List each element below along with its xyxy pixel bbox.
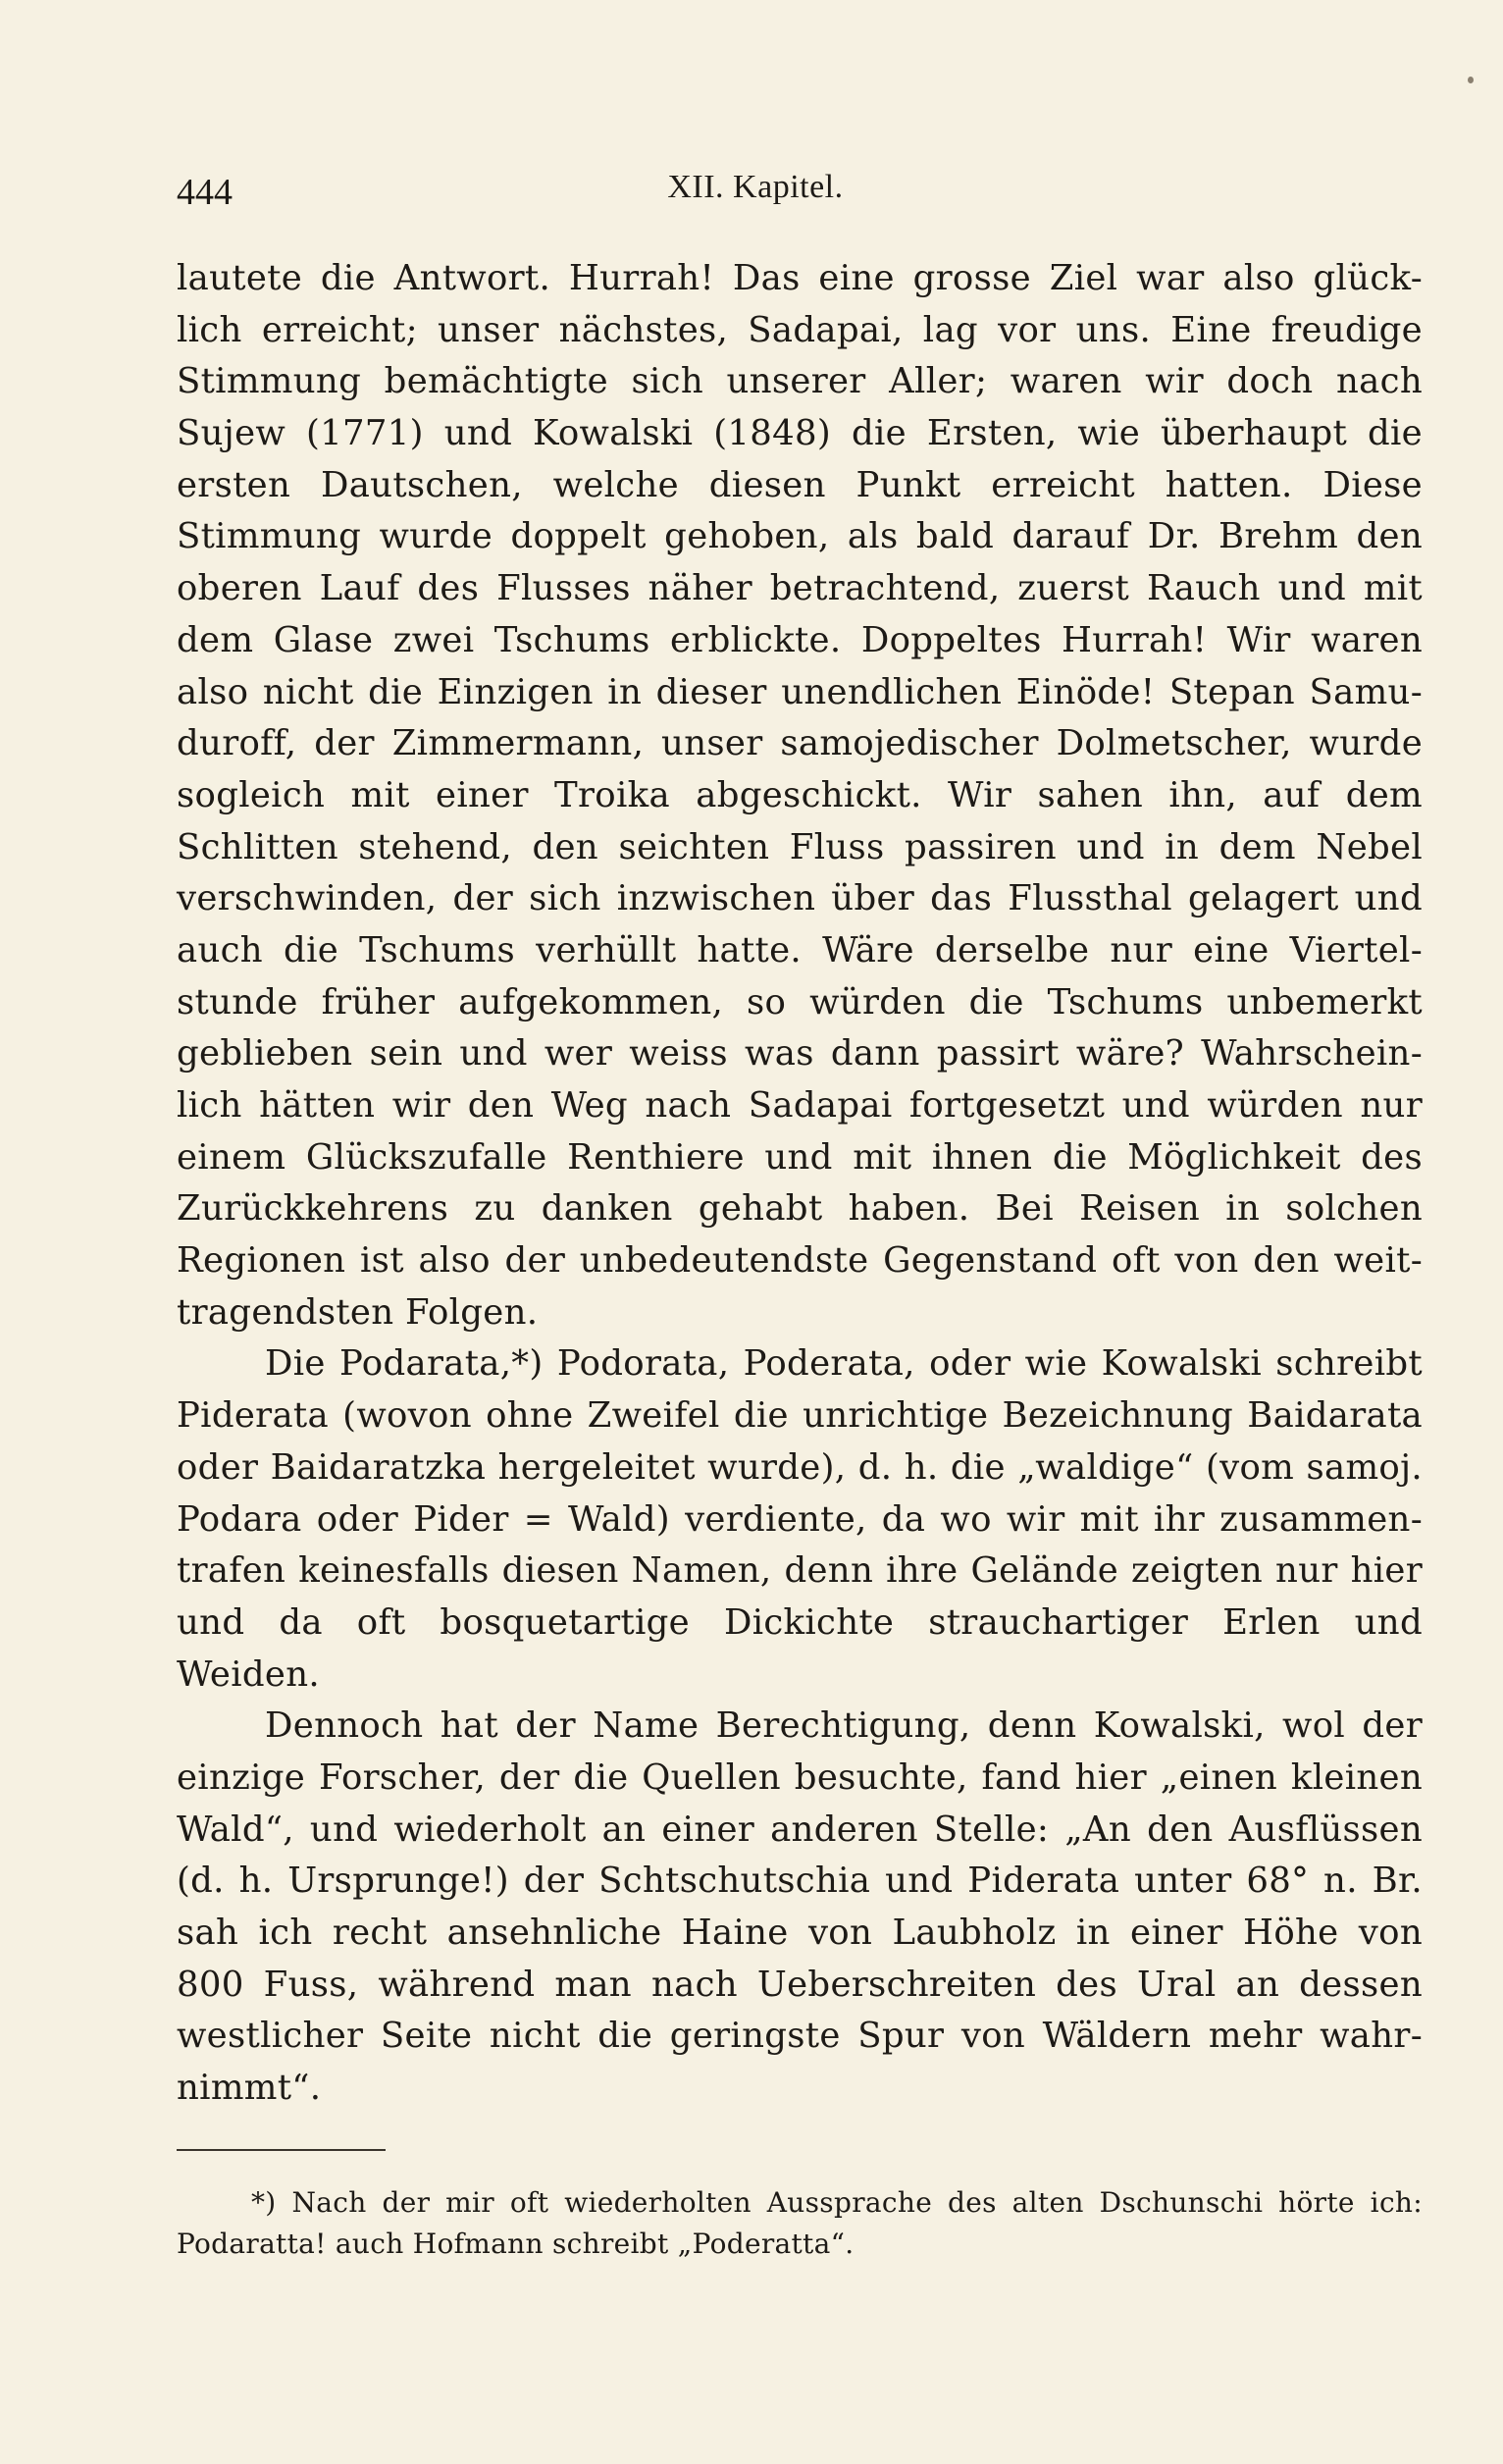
body-line: einem Glückszufalle Renthiere und mit ihnen die Möglichkeit des [177, 1136, 1423, 1178]
body-line: Regionen ist also der unbedeutendste Gegenstand oft von den weit- [177, 1240, 1423, 1282]
body-line: oberen Lauf des Flusses näher betrachtend, zuerst Rauch und mit [177, 568, 1423, 609]
ink-speck [1468, 77, 1474, 83]
footnote-line: *) Nach der mir oft wiederholten Aussprache des alten Dschunschi hörte ich: [251, 2186, 1423, 2219]
body-line: einzige Forscher, der die Quellen besuchte, fand hier „einen kleinen [177, 1756, 1423, 1798]
body-line: Podara oder Pider = Wald) verdiente, da wo wir mit ihr zusammen- [177, 1498, 1423, 1540]
body-line: Wald“, und wiederholt an einer anderen Stelle: „An den Ausflüssen [177, 1809, 1423, 1850]
body-text [177, 253, 1423, 2115]
body-line: Sujew (1771) und Kowalski (1848) die Ersten, wie überhaupt die [177, 413, 1423, 454]
body-line: (d. h. Ursprunge!) der Schtschutschia und Piderata unter 68° n. Br. [177, 1861, 1423, 1902]
body-line: Schlitten stehend, den seichten Fluss passiren und in dem Nebel [177, 826, 1423, 867]
body-line: sogleich mit einer Troika abgeschickt. Wir sahen ihn, auf dem [177, 774, 1423, 815]
running-head: XII. Kapitel. [667, 169, 844, 205]
body-line: tragendsten Folgen. [177, 1291, 539, 1333]
body-line: Piderata (wovon ohne Zweifel die unrichtige Bezeichnung Baidarata [177, 1395, 1423, 1437]
body-line: westlicher Seite nicht die geringste Spur von Wäldern mehr wahr- [177, 2016, 1423, 2057]
footnote-rule [177, 2149, 386, 2151]
body-line: lich hätten wir den Weg nach Sadapai fortgesetzt und würden nur [177, 1085, 1423, 1126]
body-line: Dennoch hat der Name Berechtigung, denn Kowalski, wol der [265, 1705, 1423, 1747]
body-line: also nicht die Einzigen in dieser unendlichen Einöde! Stepan Samu- [177, 671, 1423, 712]
body-line: Stimmung wurde doppelt gehoben, als bald darauf Dr. Brehm den [177, 516, 1423, 557]
body-line: lich erreicht; unser nächstes, Sadapai, lag vor uns. Eine freudige [177, 309, 1423, 350]
body-line: trafen keinesfalls diesen Namen, denn ihre Gelände zeigten nur hier [177, 1550, 1423, 1592]
body-line: ersten Dautschen, welche diesen Punkt erreicht hatten. Diese [177, 464, 1423, 505]
body-line: Stimmung bemächtigte sich unserer Aller; waren wir doch nach [177, 361, 1423, 402]
body-line: oder Baidaratzka hergeleitet wurde), d. h. die „waldige“ (vom samoj. [177, 1446, 1423, 1488]
body-line: Weiden. [177, 1653, 320, 1695]
page-header [177, 163, 1423, 222]
body-line: duroff, der Zimmermann, unser samojedischer Dolmetscher, wurde [177, 723, 1423, 764]
body-line: 800 Fuss, während man nach Ueberschreiten des Ural an dessen [177, 1964, 1423, 2005]
body-line: stunde früher aufgekommen, so würden die Tschums unbemerkt [177, 981, 1423, 1022]
body-line: und da oft bosquetartige Dickichte strauchartiger Erlen und [177, 1601, 1423, 1643]
page-number: 444 [177, 172, 233, 213]
body-line: Zurückkehrens zu danken gehabt haben. Bei Reisen in solchen [177, 1188, 1423, 1230]
body-line: sah ich recht ansehnliche Haine von Laubholz in einer Höhe von [177, 1913, 1423, 1953]
body-line: Die Podarata,*) Podorata, Poderata, oder wie Kowalski schreibt [265, 1343, 1423, 1385]
body-line: dem Glase zwei Tschums erblickte. Doppeltes Hurrah! Wir waren [177, 619, 1423, 660]
body-line: geblieben sein und wer weiss was dann passirt wäre? Wahrschein- [177, 1033, 1423, 1075]
footnote-line: Podaratta! auch Hofmann schreibt „Poderatta“. [177, 2228, 855, 2260]
body-line: verschwinden, der sich inzwischen über das Flussthal gelagert und [177, 878, 1423, 919]
body-line: auch die Tschums verhüllt hatte. Wäre derselbe nur eine Viertel- [177, 929, 1423, 970]
body-line: nimmt“. [177, 2068, 322, 2109]
body-line: lautete die Antwort. Hurrah! Das eine grosse Ziel war also glück- [177, 258, 1423, 298]
footnote [177, 2182, 1423, 2265]
